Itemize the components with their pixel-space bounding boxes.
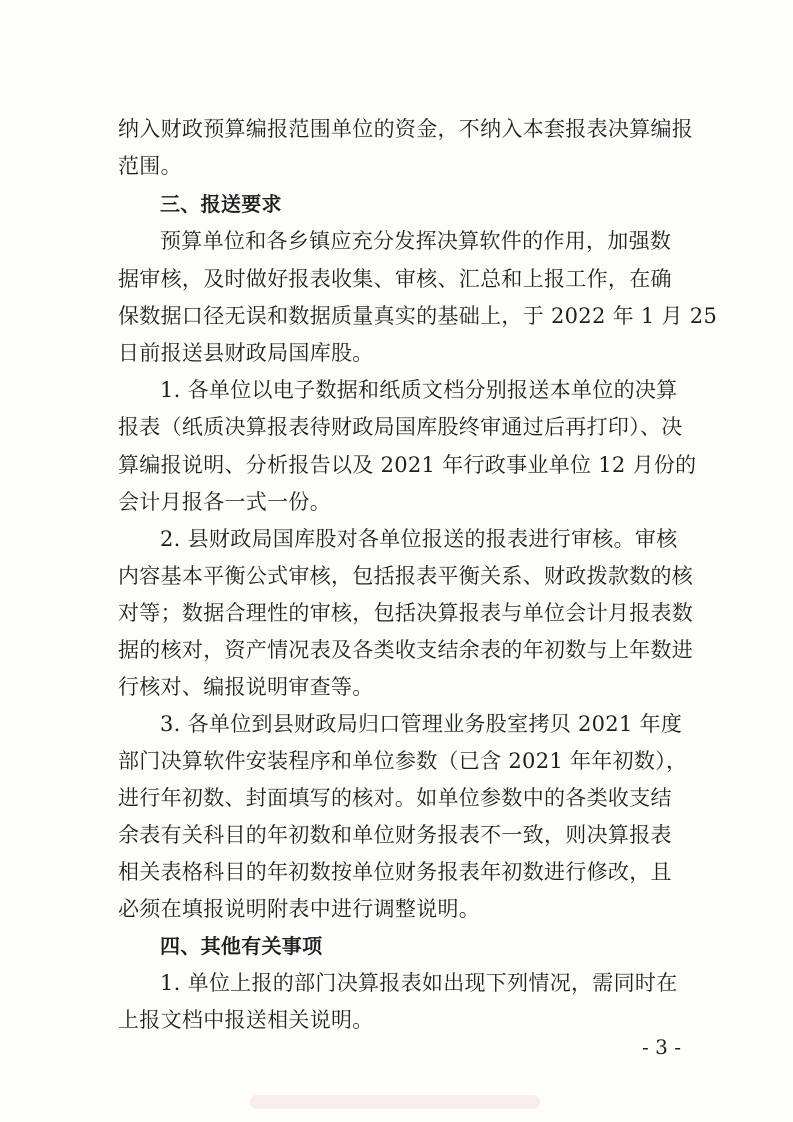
body-text-line: 保数据口径无误和数据质量真实的基础上，于 2022 年 1 月 25 (118, 304, 718, 328)
body-text-line: 1. 单位上报的部门决算报表如出现下列情况，需同时在 (160, 971, 678, 995)
body-text-line: 必须在填报说明附表中进行调整说明。 (118, 897, 481, 921)
body-text-line: 算编报说明、分析报告以及 2021 年行政事业单位 12 月份的 (118, 453, 697, 477)
body-text-line: 会计月报各一式一份。 (118, 490, 331, 514)
body-text-line: 对等；数据合理性的审核，包括决算报表与单位会计月报表数 (118, 601, 694, 625)
body-text-line: 纳入财政预算编报范围单位的资金，不纳入本套报表决算编报 (118, 117, 694, 141)
body-text-line: 部门决算软件安装程序和单位参数（已含 2021 年年初数）， (118, 749, 688, 773)
body-text-line: 1. 各单位以电子数据和纸质文档分别报送本单位的决算 (160, 378, 678, 402)
page-number: - 3 - (642, 1035, 681, 1059)
body-text-line: 3. 各单位到县财政局归口管理业务股室拷贝 2021 年度 (160, 712, 683, 736)
body-text-line: 预算单位和各乡镇应充分发挥决算软件的作用，加强数 (160, 229, 672, 253)
body-text-line: 余表有关科目的年初数和单位财务报表不一致，则决算报表 (118, 823, 672, 847)
body-text-line: 进行年初数、封面填写的核对。如单位参数中的各类收支结 (118, 786, 672, 810)
section-heading: 四、其他有关事项 (160, 934, 323, 958)
body-text-line: 范围。 (118, 154, 182, 178)
body-text-line: 据审核，及时做好报表收集、审核、汇总和上报工作，在确 (118, 267, 672, 291)
body-text-line: 上报文档中报送相关说明。 (118, 1008, 374, 1032)
section-heading: 三、报送要求 (160, 192, 282, 216)
body-text-line: 据的核对，资产情况表及各类收支结余表的年初数与上年数进 (118, 638, 694, 662)
scan-smudge (250, 1095, 540, 1109)
body-text-line: 行核对、编报说明审查等。 (118, 675, 374, 699)
body-text-line: 报表（纸质决算报表待财政局国库股终审通过后再打印）、决 (118, 415, 683, 439)
body-text-line: 内容基本平衡公式审核，包括报表平衡关系、财政拨款数的核 (118, 564, 694, 588)
body-text-line: 2. 县财政局国库股对各单位报送的报表进行审核。审核 (160, 527, 678, 551)
body-text-line: 相关表格科目的年初数按单位财务报表年初数进行修改，且 (118, 860, 672, 884)
body-text-line: 日前报送县财政局国库股。 (118, 341, 374, 365)
